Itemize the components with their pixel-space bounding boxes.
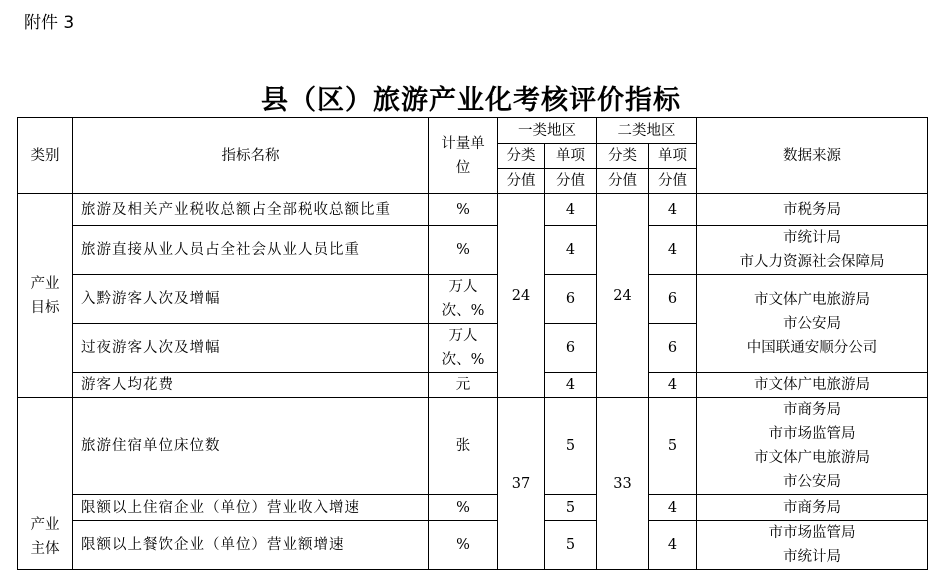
indicator-cell: 旅游住宿单位床位数: [73, 398, 429, 495]
table-row: [18, 194, 928, 226]
source-cell: [697, 226, 928, 275]
table-row: [18, 373, 928, 398]
unit-line1: 万人: [448, 328, 478, 344]
source-line: 市人力资源社会保障局: [739, 254, 885, 270]
unit-cell: %: [429, 521, 498, 570]
evaluation-table: [17, 117, 928, 570]
indicator-cell: 入黔游客人次及增幅: [73, 275, 429, 324]
unit-cell: 元: [429, 373, 498, 398]
unit-cell: [429, 324, 498, 373]
header-source: 数据来源: [697, 118, 928, 194]
header-unit: [429, 118, 498, 194]
source-line: 市商务局: [783, 402, 841, 418]
table-row: [18, 521, 928, 570]
header-r1-item-score-line1: 单项: [545, 144, 597, 169]
region1-item-score: 4: [545, 226, 597, 275]
unit-cell: 张: [429, 398, 498, 495]
source-cell: [697, 275, 928, 373]
header-r2-class-score-line2: 分值: [597, 169, 649, 194]
header-indicator: 指标名称: [73, 118, 429, 194]
category-line1: 产业: [30, 275, 60, 292]
unit-cell: %: [429, 495, 498, 521]
unit-cell: %: [429, 226, 498, 275]
region2-item-score: 4: [649, 373, 697, 398]
category-line2: 主体: [30, 541, 60, 557]
source-line: 市公安局: [783, 474, 841, 490]
header-r2-item-score-line1: 单项: [649, 144, 697, 169]
region1-class-score: 37: [498, 398, 545, 570]
header-unit-line2: 位: [455, 159, 471, 176]
indicator-cell: 旅游及相关产业税收总额占全部税收总额比重: [73, 194, 429, 226]
source-line: 中国联通安顺分公司: [746, 339, 878, 356]
header-unit-line1: 计量单: [441, 135, 485, 152]
header-row: [18, 118, 928, 144]
unit-cell: %: [429, 194, 498, 226]
header-category: 类别: [18, 118, 73, 194]
region1-item-score: 6: [545, 275, 597, 324]
region1-item-score: 4: [545, 194, 597, 226]
page-title: 县（区）旅游产业化考核评价指标: [261, 85, 681, 116]
region2-item-score: 4: [649, 194, 697, 226]
region1-item-score: 5: [545, 521, 597, 570]
region2-item-score: 4: [649, 521, 697, 570]
indicator-cell: 过夜游客人次及增幅: [73, 324, 429, 373]
category-cell: [18, 194, 73, 398]
source-cell: 市税务局: [697, 194, 928, 226]
annex-label: 附件 3: [24, 13, 75, 33]
region2-item-score: 6: [649, 275, 697, 324]
source-line: 市文体广电旅游局: [754, 291, 870, 308]
header-r1-class-score-line2: 分值: [498, 169, 545, 194]
source-line: 市公安局: [783, 315, 841, 332]
region1-item-score: 5: [545, 495, 597, 521]
category-line2: 目标: [30, 299, 60, 316]
region2-item-score: 6: [649, 324, 697, 373]
category-cell: [18, 398, 73, 570]
indicator-cell: 限额以上住宿企业（单位）营业收入增速: [73, 495, 429, 521]
header-r1-item-score-line2: 分值: [545, 169, 597, 194]
header-r1-class-score-line1: 分类: [498, 144, 545, 169]
indicator-cell: 限额以上餐饮企业（单位）营业额增速: [73, 521, 429, 570]
source-line: 市统计局: [783, 549, 841, 565]
source-cell: [697, 521, 928, 570]
header-region1: 一类地区: [498, 118, 597, 144]
source-cell: 市商务局: [697, 495, 928, 521]
region1-class-score: 24: [498, 194, 545, 398]
region1-item-score: 5: [545, 398, 597, 495]
category-line1: 产业: [30, 517, 60, 533]
region2-item-score: 5: [649, 398, 697, 495]
table-row: [18, 495, 928, 521]
unit-line2: 次、%: [441, 303, 485, 319]
region2-class-score: 24: [597, 194, 649, 398]
region2-class-score: 33: [597, 398, 649, 570]
unit-line1: 万人: [448, 279, 478, 295]
indicator-cell: 旅游直接从业人员占全社会从业人员比重: [73, 226, 429, 275]
source-line: 市市场监管局: [768, 525, 856, 541]
source-line: 市统计局: [783, 230, 841, 246]
table-row: [18, 398, 928, 495]
header-region2: 二类地区: [597, 118, 697, 144]
region2-item-score: 4: [649, 495, 697, 521]
source-cell: 市文体广电旅游局: [697, 373, 928, 398]
source-cell: [697, 398, 928, 495]
indicator-cell: 游客人均花费: [73, 373, 429, 398]
region1-item-score: 4: [545, 373, 597, 398]
source-line: 市文体广电旅游局: [754, 450, 870, 466]
header-r2-item-score-line2: 分值: [649, 169, 697, 194]
header-r2-class-score-line1: 分类: [597, 144, 649, 169]
table-row: [18, 226, 928, 275]
unit-line2: 次、%: [441, 352, 485, 368]
region1-item-score: 6: [545, 324, 597, 373]
source-line: 市市场监管局: [768, 426, 856, 442]
region2-item-score: 4: [649, 226, 697, 275]
unit-cell: [429, 275, 498, 324]
table-row: [18, 275, 928, 324]
